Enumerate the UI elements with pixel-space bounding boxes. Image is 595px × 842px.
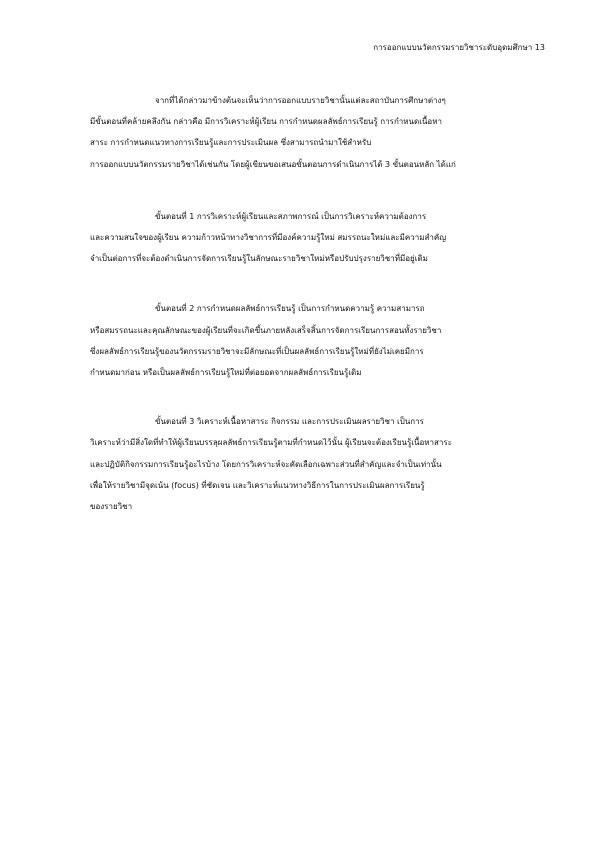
paragraph-step-1 — [90, 206, 540, 270]
paragraph-line: ขั้นตอนที่ 3 วิเคราะห์เนื้อหาสาระ กิจกรรม และการประเมินผลรายวิชา เป็นการ — [155, 417, 424, 427]
paragraph-line: จำเป็นต่อการที่จะต้องดำเนินการจัดการเรียนรู้ในลักษณะรายวิชาใหม่หรือปรับปรุงรายวิชาที่มีอยู่เดิม — [90, 254, 428, 264]
paragraph-line: ขั้นตอนที่ 2 การกำหนดผลลัพธ์การเรียนรู้ เป็นการกำหนดความรู้ ความสามารถ — [155, 304, 425, 314]
paragraph-step-3 — [90, 411, 540, 517]
paragraph-line: การออกแบบนวัตกรรมรายวิชาได้เช่นกัน โดยผู้เขียนขอเสนอขั้นตอนการดำเนินการได้ 3 ขั้นตอนหลัก ได้แก่ — [90, 159, 456, 169]
paragraph-line: ซึ่งผลลัพธ์การเรียนรู้ของนวัตกรรมรายวิชาจะมีลักษณะที่เป็นผลลัพธ์การเรียนรู้ใหม่ที่ยังไม่เคยมีการ — [90, 346, 424, 356]
paragraph-line: และปฏิบัติกิจกรรมการเรียนรู้อะไรบ้าง โดยการวิเคราะห์จะคัดเลือกเฉพาะส่วนที่สำคัญและจำเป็นเท่านั้น — [90, 459, 442, 469]
paragraph-line: ของรายวิชา — [90, 502, 133, 512]
paragraph-line: หรือสมรรถนะและคุณลักษณะของผู้เรียนที่จะเกิดขึ้นภายหลังเสร็จสิ้นการจัดการเรียนการสอนทั้งรายวิชา — [90, 325, 442, 335]
paragraph-line: มีขั้นตอนที่คล้ายคลึงกัน กล่าวคือ มีการวิเคราะห์ผู้เรียน การกำหนดผลลัพธ์การเรียนรู้ การกำหนดเนื้อหา — [90, 117, 442, 127]
paragraph-step-2 — [90, 298, 540, 383]
paragraph-line: ขั้นตอนที่ 1 การวิเคราะห์ผู้เรียนและสภาพการณ์ เป็นการวิเคราะห์ความต้องการ — [155, 211, 427, 221]
paragraph-line: เพื่อให้รายวิชามีจุดเน้น (focus) ที่ชัดเจน และวิเคราะห์แนวทางวิธีการในการประเมินผลการเรียนรู้ — [90, 480, 425, 490]
paragraph-line: และความสนใจของผู้เรียน ความก้าวหน้าทางวิชาการที่มีองค์ความรู้ใหม่ สมรรถนะใหม่และมีความสำคัญ — [90, 233, 447, 243]
page-header: การออกแบบนวัตกรรมรายวิชาระดับอุดมศึกษา 13 — [373, 43, 545, 52]
paragraph-intro — [90, 90, 540, 175]
paragraph-line: วิเคราะห์ว่ามีสิ่งใดที่ทำให้ผู้เรียนบรรลุผลลัพธ์การเรียนรู้ตามที่กำหนดไว้นั้น ผู้เรียนจะต้องเรียนรู้เนื้อหาสาระ — [90, 438, 453, 448]
paragraph-line: กำหนดมาก่อน หรือเป็นผลลัพธ์การเรียนรู้ใหม่ที่ต่อยอดจากผลลัพธ์การเรียนรู้เดิม — [90, 368, 362, 378]
paragraph-line: สาระ การกำหนดแนวทางการเรียนรู้และการประเมินผล ซึ่งสามารถนำมาใช้สำหรับ — [90, 138, 372, 148]
document-body — [90, 90, 540, 517]
paragraph-line: จากที่ได้กล่าวมาข้างต้นจะเห็นว่าการออกแบบรายวิชานั้นแต่ละสถาบันการศึกษาต่างๆ — [155, 96, 446, 105]
